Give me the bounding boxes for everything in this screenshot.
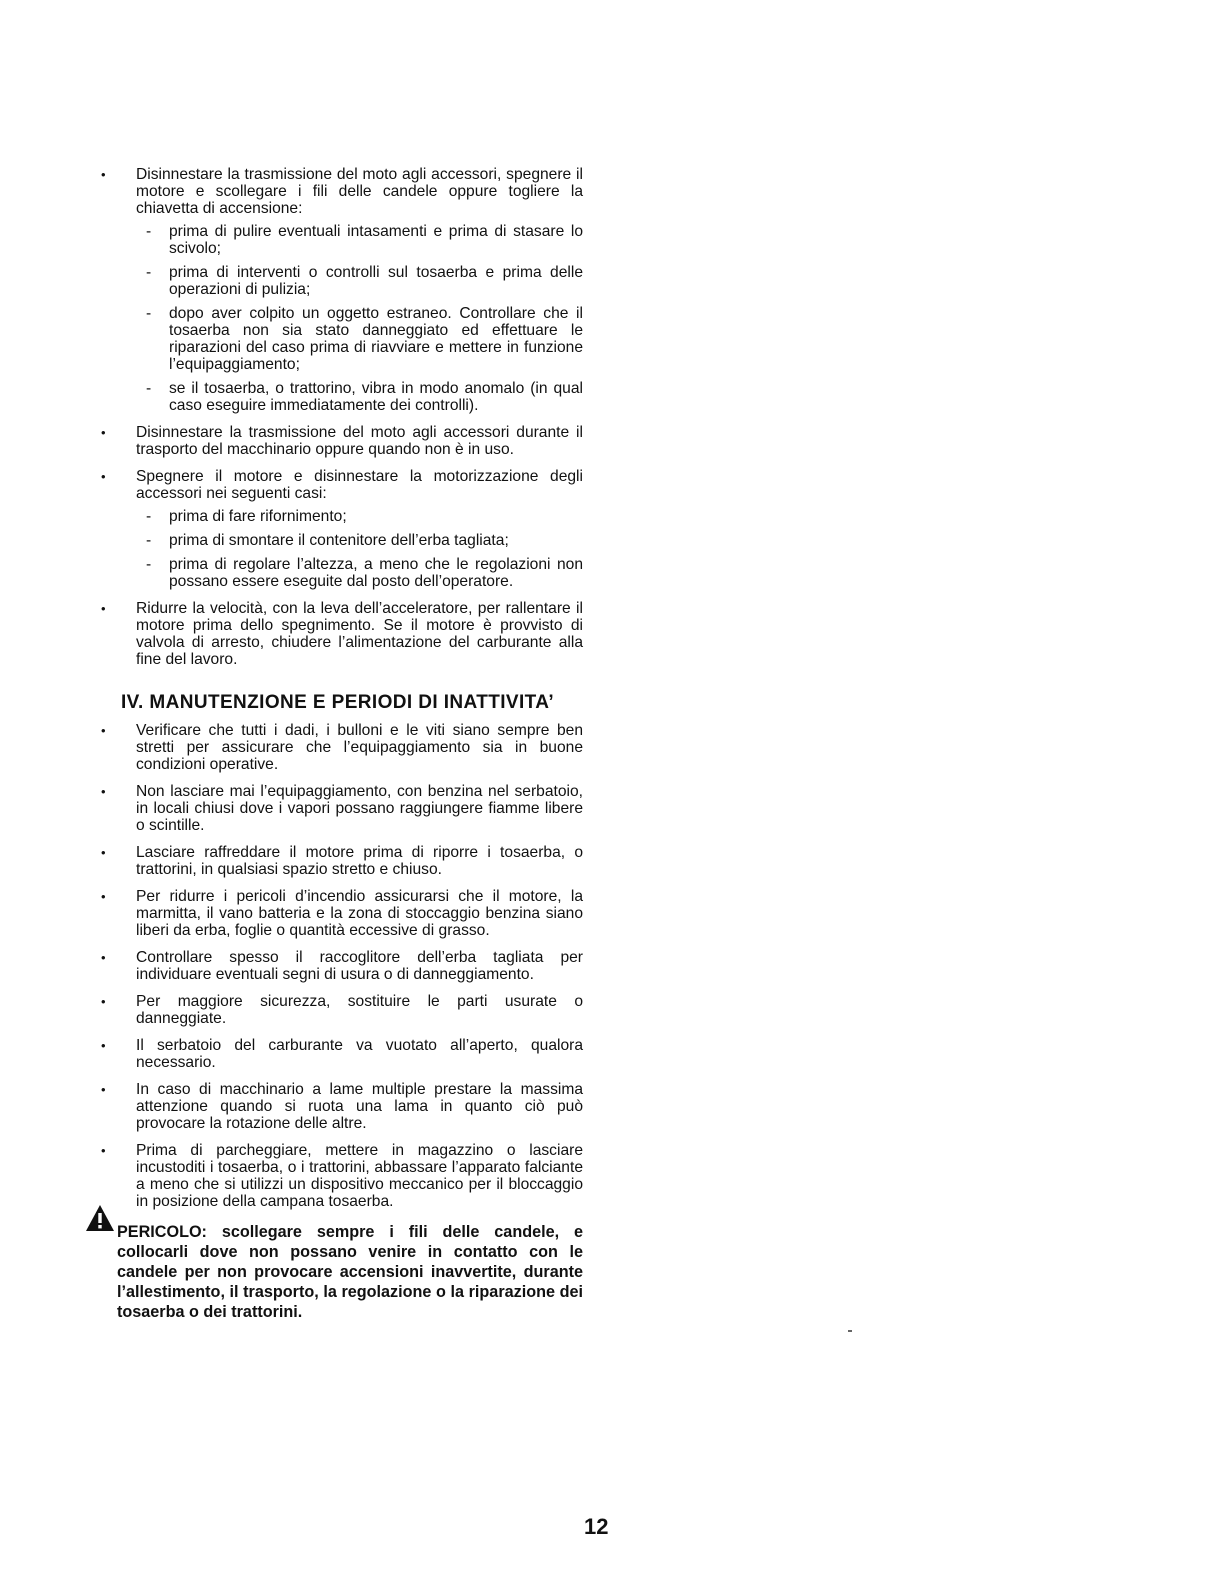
- sub-item-text: prima di interventi o controlli sul tosaerba e prima delle operazioni di pulizia;: [169, 264, 583, 298]
- bullet-item: [101, 1142, 583, 1210]
- sub-item: [136, 532, 583, 549]
- bullet-marker: •: [101, 167, 106, 182]
- sub-item-text: prima di fare rifornimento;: [169, 508, 347, 525]
- bullet-item: [101, 888, 583, 939]
- bullet-item: [101, 166, 583, 414]
- bullet-item: [101, 783, 583, 834]
- bullet-marker: •: [101, 1082, 106, 1097]
- bullet-marker: •: [101, 1038, 106, 1053]
- bullet-marker: •: [101, 889, 106, 904]
- bullet-marker: •: [101, 784, 106, 799]
- dash-marker: -: [146, 508, 152, 525]
- bullet-text: Spegnere il motore e disinnestare la motorizzazione degli accessori nei seguenti casi:: [136, 468, 583, 502]
- sub-item: [136, 264, 583, 298]
- bullet-marker: •: [101, 994, 106, 1009]
- sub-item-text: prima di smontare il contenitore dell’erba tagliata;: [169, 532, 509, 549]
- bullet-marker: •: [101, 601, 106, 616]
- bullet-text: Ridurre la velocità, con la leva dell’acceleratore, per rallentare il motore prima dello spegnimento. Se il motore è provvisto di valvola di arresto, chiudere l’alimentazione del carburante alla fine del lavoro.: [136, 600, 583, 668]
- bullet-text: Il serbatoio del carburante va vuotato all’aperto, qualora necessario.: [136, 1037, 583, 1071]
- bullet-marker: •: [101, 425, 106, 440]
- bullet-text: Verificare che tutti i dadi, i bulloni e le viti siano sempre ben stretti per assicurare che l’equipaggiamento sia in buone condizioni operative.: [136, 722, 583, 773]
- dash-marker: -: [146, 556, 152, 573]
- bullet-marker: •: [101, 469, 106, 484]
- bullet-item: [101, 424, 583, 458]
- page-number: 12: [584, 1514, 609, 1539]
- bullet-text: Prima di parcheggiare, mettere in magazzino o lasciare incustoditi i tosaerba, o i trattorini, abbassare l’apparato falciante a meno che si utilizzi un dispositivo meccanico per il bloccaggio in posizione della campana tosaerba.: [136, 1142, 583, 1210]
- bullet-marker: •: [101, 845, 106, 860]
- bullet-item: [101, 722, 583, 773]
- sub-item: [136, 556, 583, 590]
- bullet-item: [101, 1081, 583, 1132]
- bullet-text: Controllare spesso il raccoglitore dell’erba tagliata per individuare eventuali segni di usura o di danneggiamento.: [136, 949, 583, 983]
- bullet-marker: •: [101, 1143, 106, 1158]
- dash-marker: -: [146, 264, 152, 281]
- bullet-item: [101, 1037, 583, 1071]
- bullet-marker: •: [101, 950, 106, 965]
- bullet-marker: •: [101, 723, 106, 738]
- warning-text: PERICOLO: scollegare sempre i fili delle candele, e collocarli dove non possano venire in contatto con le candele per non provocare accensioni inavvertite, durante l’allestimento, il trasporto, la regolazione o la riparazione dei tosaerba o dei trattorini.: [117, 1223, 583, 1321]
- bullet-item: [101, 949, 583, 983]
- sub-item-text: se il tosaerba, o trattorino, vibra in modo anomalo (in qual caso eseguire immediatamente dei controlli).: [169, 380, 583, 414]
- danger-warning: [101, 1222, 583, 1322]
- dash-marker: -: [146, 380, 152, 397]
- dash-marker: -: [146, 532, 152, 549]
- maintenance-list: [101, 722, 583, 1210]
- bullet-item: [101, 600, 583, 668]
- sub-item-text: prima di regolare l’altezza, a meno che le regolazioni non possano essere eseguite dal posto dell’operatore.: [169, 556, 583, 590]
- bullet-text: Non lasciare mai l’equipaggiamento, con benzina nel serbatoio, in locali chiusi dove i vapori possano raggiungere fiamme libere o scintille.: [136, 783, 583, 834]
- bullet-text: In caso di macchinario a lame multiple prestare la massima attenzione quando si ruota una lama in quanto ciò può provocare la rotazione delle altre.: [136, 1081, 583, 1132]
- sub-item: [136, 305, 583, 373]
- document-column: [101, 166, 583, 1322]
- sub-item: [136, 380, 583, 414]
- bullet-text: Per ridurre i pericoli d’incendio assicurarsi che il motore, la marmitta, il vano batteria e la zona di stoccaggio benzina siano liberi da erba, foglie o quantità eccessive di grasso.: [136, 888, 583, 939]
- dash-marker: -: [146, 305, 152, 322]
- warning-triangle-icon: [85, 1204, 115, 1232]
- sub-item-text: prima di pulire eventuali intasamenti e prima di stasare lo scivolo;: [169, 223, 583, 257]
- dash-marker: -: [146, 223, 152, 240]
- bullet-text: Per maggiore sicurezza, sostituire le parti usurate o danneggiate.: [136, 993, 583, 1027]
- bullet-text: Disinnestare la trasmissione del moto agli accessori, spegnere il motore e scollegare i fili delle candele oppure togliere la chiavetta di accensione:: [136, 166, 583, 217]
- sub-item-text: dopo aver colpito un oggetto estraneo. Controllare che il tosaerba non sia stato danneggiato ed effettuare le riparazioni del caso prima di riavviare e mettere in funzione l’equipaggiamento;: [169, 305, 583, 373]
- sub-list: [136, 508, 583, 590]
- sub-list: [136, 223, 583, 414]
- scan-speck: [848, 1330, 852, 1332]
- bullet-text: Lasciare raffreddare il motore prima di riporre i tosaerba, o trattorini, in qualsiasi spazio stretto e chiuso.: [136, 844, 583, 878]
- sub-item: [136, 508, 583, 525]
- bullet-text: Disinnestare la trasmissione del moto agli accessori durante il trasporto del macchinario oppure quando non è in uso.: [136, 424, 583, 458]
- section-heading: IV. MANUTENZIONE E PERIODI DI INATTIVITA’: [121, 692, 555, 713]
- bullet-item: [101, 993, 583, 1027]
- safety-list: [101, 166, 583, 668]
- sub-item: [136, 223, 583, 257]
- bullet-item: [101, 844, 583, 878]
- bullet-item: [101, 468, 583, 590]
